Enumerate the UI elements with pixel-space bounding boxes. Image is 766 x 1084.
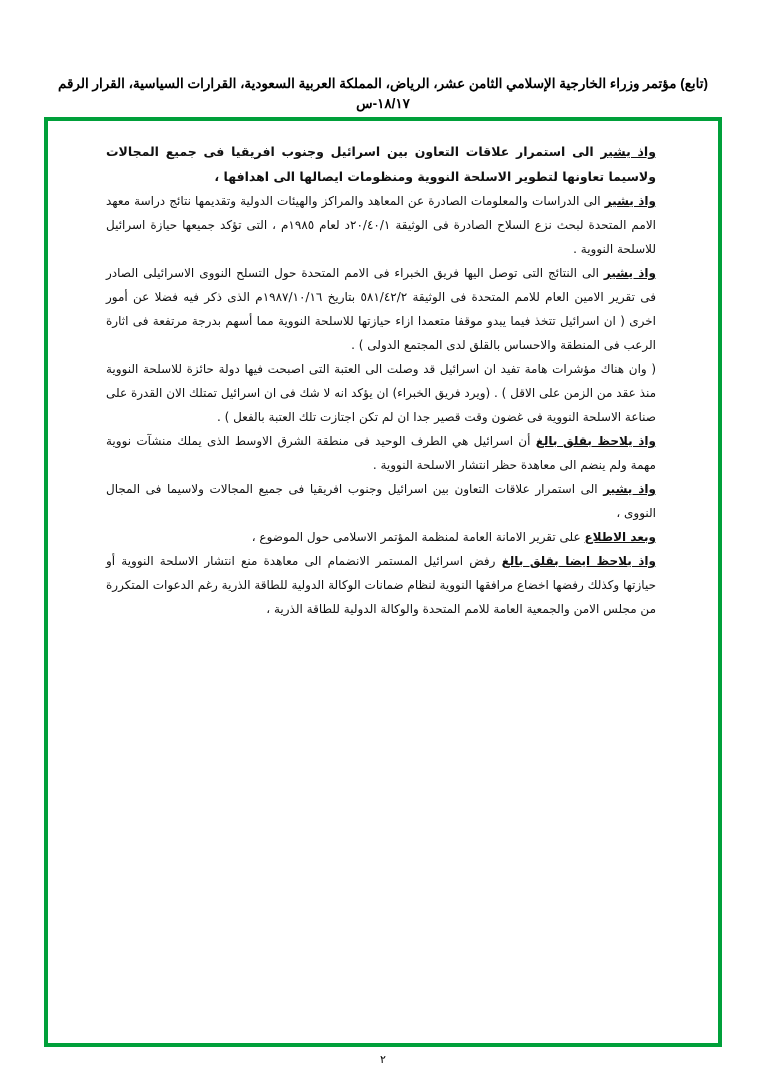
paragraph-6: واذ يشير الى استمرار علاقات التعاون بين اسرائيل وجنوب افريقيا فى جميع المجالات ولاسيما فى المجال النووى ، bbox=[106, 482, 656, 520]
content-body bbox=[106, 139, 656, 1029]
paragraph-5: واذ يلاحظ بقلق بالغ أن اسرائيل هي الطرف الوحيد فى منطقة الشرق الاوسط الذى يملك منشآت نووية مهمة ولم ينضم الى معاهدة حظر انتشار الاسلحة النووية . bbox=[106, 434, 657, 472]
paragraph-lead-phrase: واذ يشير bbox=[603, 482, 656, 496]
paragraph-1: واذ يشير الى استمرار علاقات التعاون بين اسرائيل وجنوب افريقيا فى جميع المجالات ولاسيما تعاونها لتطوير الاسلحة النووية ومنظومات ايصالها الى اهدافها ، bbox=[106, 144, 656, 184]
header-title: (تابع) مؤتمر وزراء الخارجية الإسلامي الثامن عشر، الرياض، المملكة العربية السعودية، القرارات السياسية، القرار الرقم ١٨/١٧-س bbox=[57, 76, 709, 111]
paragraph-lead-phrase: وبعد الاطلاع bbox=[584, 530, 656, 544]
paragraph-lead-phrase: واذ يشير bbox=[600, 144, 656, 159]
paragraph-lead-phrase: واذ يلاحظ بقلق بالغ bbox=[535, 434, 657, 448]
paragraph-3: واذ يشير الى النتائج التى توصل اليها فريق الخبراء فى الامم المتحدة حول التسلح النووى الاسرائيلى الصادر فى تقرير الامين العام للامم المتحدة فى الوثيقة ٥٨١/٤٢/٢ بتاريخ ١٩٨٧/١٠/١٦م الذى ذكر فيه فضلا عن أمور اخرى ( ان اسرائيل تتخذ فيما يبدو موقفا متعمدا ازاء حيازتها للاسلحة النووية مما أسهم بدرجة مرتفعة فى اثارة الرعب فى المنطقة والاحساس بالقلق لدى المجتمع الدولى ) . bbox=[106, 266, 656, 352]
paragraph-lead-phrase: واذ يلاحظ ايضا بقلق بالغ bbox=[501, 554, 657, 568]
paragraph-lead-phrase: واذ يشير bbox=[603, 266, 656, 280]
paragraph-lead-phrase: واذ يشير bbox=[604, 194, 656, 208]
paragraph-7: وبعد الاطلاع على تقرير الامانة العامة لمنظمة المؤتمر الاسلامى حول الموضوع ، bbox=[251, 530, 656, 544]
paragraph-8: واذ يلاحظ ايضا بقلق بالغ رفض اسرائيل المستمر الانضمام الى معاهدة منع انتشار الاسلحة النووية أو حيازتها وكذلك رفضها اخضاع مرافقها النووية لنظام ضمانات الوكالة الدولية للطاقة الذرية رغم الدعوات المتكررة من مجلس الامن والجمعية العامة للامم المتحدة والوكالة الدولية للطاقة الذرية ، bbox=[106, 554, 657, 616]
page-number: ٢ bbox=[380, 1054, 386, 1066]
paragraph-4: ( وان هناك مؤشرات هامة تفيد ان اسرائيل قد وصلت الى العتبة التى اصبحت فيها دولة حائزة للاسلحة النووية منذ عقد من الزمن على الاقل ) . (ويرد فريق الخبراء) ان يؤكد انه لا شك فى ان اسرائيل تمتلك الان القدرة على صناعة الاسلحة النووية فى غضون وقت قصير جدا ان لم تكن اجتازت تلك العتبة بالفعل ) . bbox=[106, 362, 656, 424]
content-frame bbox=[44, 117, 722, 1047]
paragraph-2: واذ يشير الى الدراسات والمعلومات الصادرة عن المعاهد والمراكز والهيئات الدولية وتقديمها نتائج دراسة معهد الامم المتحدة لبحث نزع السلاح الصادرة فى الوثيقة ٢٠/٤٠/١د لعام ١٩٨٥م ، التى تؤكد جميعها حيازة اسرائيل للاسلحة النووية . bbox=[106, 194, 656, 256]
